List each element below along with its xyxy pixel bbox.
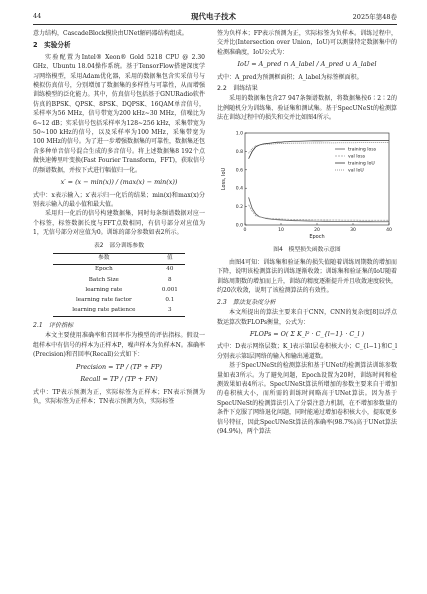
equation-normalization: x′ = (x − min(x)) / (max(x) − min(x)) [60, 178, 178, 187]
figure-loss-chart [217, 125, 397, 243]
section-heading-experiment: 2 实验分析 [33, 41, 71, 50]
paragraph-metrics: 本文主要使用准确率和召回率作为模型的评估指标。假设一组样本中有信号的样本为正样本P，噪声样本为负样本N。准确率(Precision)和召回率(Recall)公式如下： [33, 332, 205, 359]
y-axis-label: Loss, IoU [221, 167, 227, 190]
page-number: 44 [33, 12, 42, 20]
right-column [217, 29, 397, 436]
table-cell: learning rate patience [53, 306, 155, 317]
paragraph-continued: 签为负样本；FP表示预测为正，实际标签为负样本。训练过程中，交并比(Intersection over Union，IoU)可以测量特定数据集中的检测准确度，IoU公式为： [217, 30, 397, 56]
legend-label: training loss [348, 147, 377, 153]
paragraph-intro-continued: 意力结构，CascadeBlock模块由UNet解码器结构组成。 [33, 30, 188, 37]
x-tick-label: 30 [350, 227, 356, 233]
legend-label: training IoU [348, 161, 375, 167]
y-tick-label: 1.0 [235, 131, 243, 137]
table-cell: Batch Size [88, 276, 119, 283]
paragraph-environment: 实验配置为Intel® Xeon® Gold 5218 CPU @ 2.30 GHz、Ubuntu 18.04操作系统。基于TensorFlow搭建深度学习网络模型，采用Adam优化器，采用的数据集包含实采信号与模拟仿真信号，分别增加了数据集的多样性与可靠性，从而增强训练模型的泛化能力。其中，仿真信号包括基于GNURadio软件仿真的BPSK、QPSK、8PSK、DQPSK、16QAM单音信号，采样率为56 MHz，信号带宽为200 kHz~30 MHz，信噪比为6~12 dB；实采信号包括采样率为128~256 kHz，采集带宽为50~100 kHz的信号，以及采样率为100 MHz，采集带宽为100 MHz的信号。为了进一步增强数据集的可靠性，数据集还包含多种单音信号混合生成的多音信号。将上述数据集8 192个点做快速傅里叶变换(Fast Fourier Transform，FFT)，获取信号的频谱数据，并按下式进行幅值归一化。 [33, 53, 205, 174]
paragraph-figure-analysis: 由图4可知：训练集和验证集的损失值随着训练周期数的增加而下降，说明该检测算法的训练逐渐收敛；训练集和验证集的IoU随着训练周期数的增加而上升，训练的精度逐渐提升并且收敛速度较快，约20次收敛，说明了该检测算法的有效性。 [217, 259, 398, 295]
equation-iou: IoU = A_pred ∩ A_label / A_pred ∪ A_label [237, 60, 377, 69]
table-row [53, 265, 185, 276]
legend-label: val IoU [348, 168, 364, 174]
equation-flops: FLOPs = O( Σ K_l² · C_{l−1} · C_l ) [249, 329, 365, 338]
paragraph-equation-definition: 式中：x表示输入；x′表示归一化后的结果；min(x)和max(x)分别表示输入的最小值和最大值。 [33, 191, 205, 208]
paragraph-iou-definition: 式中：A_pred为预测框面积；A_label为标签框面积。 [217, 73, 363, 81]
table-header-cell: 参数 [53, 253, 155, 264]
x-tick-label: 0 [243, 227, 247, 233]
x-tick-label: 40 [386, 227, 392, 233]
training-parameters-table [53, 253, 185, 317]
figure-caption: 图4 模型损失函数示意图 [273, 246, 341, 253]
table-cell: 8 [168, 276, 172, 283]
equation-recall: Recall = TP / (TP + FN) [80, 375, 158, 384]
left-column [33, 29, 205, 406]
subsection-heading-complexity: 2.3 算法复杂度分析 [217, 298, 276, 306]
y-tick-label: 0.4 [235, 186, 243, 192]
table-row [53, 286, 185, 296]
table-row [53, 296, 185, 306]
table-header-cell: 值 [155, 253, 185, 264]
table-cell: learning rate factor [76, 296, 132, 303]
paragraph-label-construction: 采用归一化后的信号构建数据集，同时每条频谱数据对应一个标签，标签数据长度与FFT点数相同，有信号部分对应值为1，无信号部分对应值为0。训练的部分参数如表2所示。 [33, 210, 205, 237]
table-cell: 0.1 [165, 296, 175, 303]
equation-precision: Precision = TP / (TP + FP) [76, 362, 162, 371]
x-axis-label: Epoch [309, 233, 325, 240]
paragraph-complexity: 本文所提出的算法主要来自于CNN，CNN的复杂度[8]以浮点数运算次数FLOPs衡量，公式为： [217, 309, 397, 326]
table-cell: 3 [155, 306, 185, 317]
issue-info: 2025年第48卷 [352, 13, 397, 21]
table-row [53, 306, 185, 317]
y-tick-label: 0.6 [235, 167, 243, 173]
x-tick-label: 20 [314, 227, 320, 233]
table-row [53, 275, 185, 285]
header-rule [33, 24, 397, 25]
subsection-heading-metrics: 2.1 评价指标 [33, 322, 74, 330]
paragraph-comparison: 基于SpecUNeSt的检测算法和基于UNet的检测算法训练参数量如表3所示。为了避免问题，Epoch设置为20时，训练时间和检测效果如表4所示。SpecUNeSt算法所增加的参数主要来自于增加的卷积核大小，而所需的训练时间略高于UNet算法。因为基于SpecUNeSt的检测算法引入了分裂注意力机制，在不增加参数量的条件下克服了网络退化问题，同时能通过增加卷积核大小，提取更多信号特征，因此SpecUNeSt算法的准确率(98.7%)高于UNet算法(94.9%)，两个算法 [217, 362, 398, 435]
x-tick-label: 10 [278, 227, 284, 233]
loss-iou-chart [217, 125, 397, 243]
paragraph-flops-definition: 式中：D表示网络层数；K_l表示第l层卷积核大小；C_{l−1}和C_l分别表示第l层网络的输入和输出通道数。 [217, 343, 397, 360]
journal-title: 现代电子技术 [191, 12, 236, 21]
y-tick-label: 0.0 [235, 223, 243, 229]
series-line-val-loss [249, 204, 389, 219]
paragraph-metrics-definition: 式中：TP表示预测为正，实际标签为正样本；FN表示预测为负，实际标签为正样本；TN表示预测为负，实际标签 [33, 388, 205, 405]
paragraph-training: 采用的数据集包含27 947条频谱数据，将数据集按6∶2∶2的比例随机分为训练集、验证集和测试集。基于SpecUNeSt的检测算法在训练过程中的损失和交并比如图4所示。 [217, 95, 397, 122]
table-caption: 表2 部分训练参数 [93, 242, 145, 249]
table-cell: learning rate [85, 286, 123, 293]
legend-label: val loss [348, 154, 366, 160]
page-header [0, 0, 427, 28]
y-tick-label: 0.8 [235, 149, 243, 155]
table-cell: 40 [166, 266, 174, 273]
table-cell: 0.001 [161, 286, 178, 293]
table-cell: Epoch [94, 266, 113, 273]
table-header-row [53, 253, 185, 264]
y-tick-label: 0.2 [235, 204, 243, 210]
subsection-heading-training: 2.2 训练结果 [217, 85, 258, 93]
